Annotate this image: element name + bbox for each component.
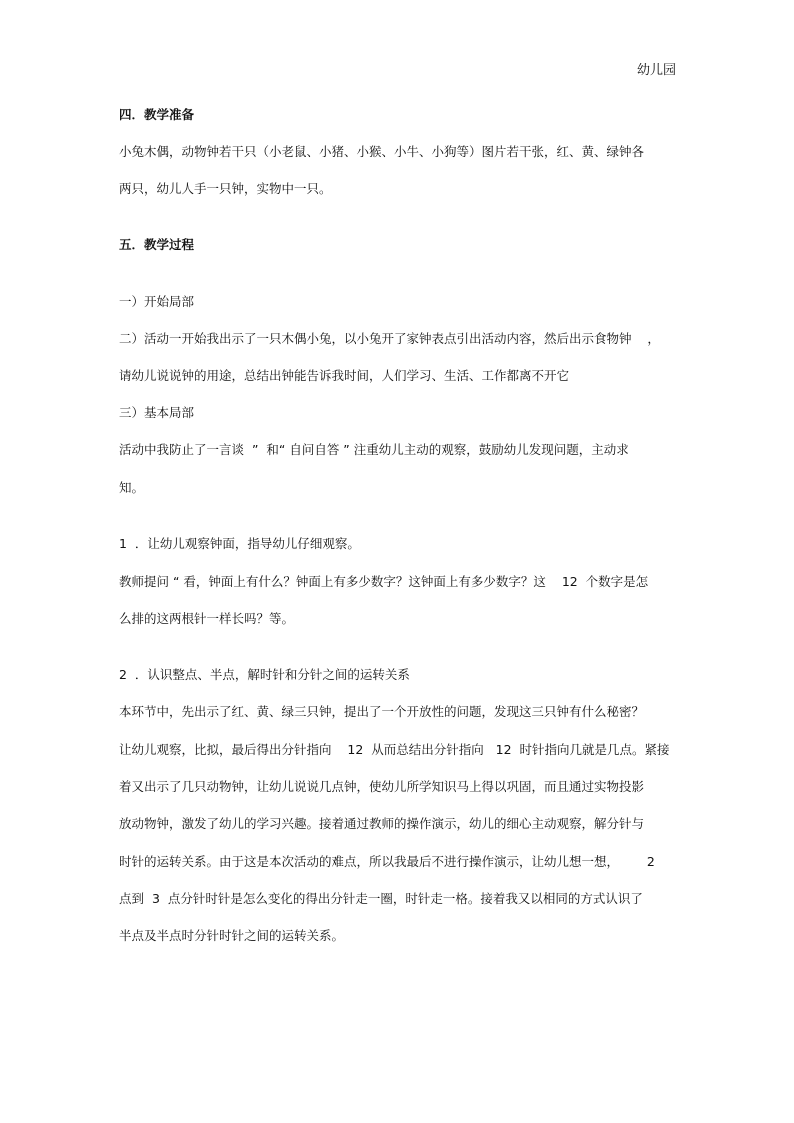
text-line: 本环节中，先出示了红、黄、绿三只钟，提出了一个开放性的问题，发现这三只钟有什么秘密？ [119, 704, 645, 719]
text-line: 么排的这两根针一样长吗？等。 [119, 611, 295, 626]
section-heading-4: 四．教学准备 [119, 107, 195, 122]
text-line: 请幼儿说说钟的用途，总结出钟能告诉我时间，人们学习、生活、工作都离不开它 [119, 368, 570, 383]
text-line: 点到 3 点分针时针是怎么变化的得出分针走一圈，时针走一格。接着我又以相同的方式认识了 [119, 891, 643, 906]
text-line: 知。 [119, 480, 145, 495]
text-line: 二）活动一开始我出示了一只木偶小兔，以小兔开了家钟表点引出活动内容，然后出示食物钟 ， [119, 331, 660, 346]
text-line: 小兔木偶，动物钟若干只（小老鼠、小猪、小猴、小牛、小狗等）图片若干张，红、黄、绿钟各 [119, 144, 645, 159]
text-line: 半点及半点时分针时针之间的运转关系。 [119, 928, 345, 943]
text-line: 活动中我防止了一言谈 ” 和“ 自问自答 ” 注重幼儿主动的观察，鼓励幼儿发现问题，主动求 [119, 442, 629, 457]
text-line: 让幼儿观察，比拟，最后得出分针指向 12 从而总结出分针指向 12 时针指向几就是几点。紧接 [119, 742, 670, 757]
text-line: 时针的运转关系。由于这是本次活动的难点，所以我最后不进行操作演示，让幼儿想一想， 2 [119, 854, 655, 869]
text-line: 一）开始局部 [119, 294, 195, 309]
text-line: 放动物钟，激发了幼儿的学习兴趣。接着通过教师的操作演示，幼儿的细心主动观察，解分针与 [119, 816, 645, 831]
section-heading-5: 五．教学过程 [119, 237, 195, 252]
text-line: 1 ．让幼儿观察钟面，指导幼儿仔细观察。 [119, 536, 360, 551]
text-line: 2 ．认识整点、半点，解时针和分针之间的运转关系 [119, 667, 410, 682]
page-header-title: 幼儿园 [637, 63, 677, 78]
text-line: 着又出示了几只动物钟，让幼儿说说几点钟，使幼儿所学知识马上得以巩固，而且通过实物投影 [119, 779, 645, 794]
text-line: 三）基本局部 [119, 405, 195, 420]
text-line: 两只，幼儿人手一只钟，实物中一只。 [119, 181, 332, 196]
text-line: 教师提问 “ 看，钟面上有什么？钟面上有多少数字？这钟面上有多少数字？这 12 个数字是怎 [119, 574, 649, 589]
